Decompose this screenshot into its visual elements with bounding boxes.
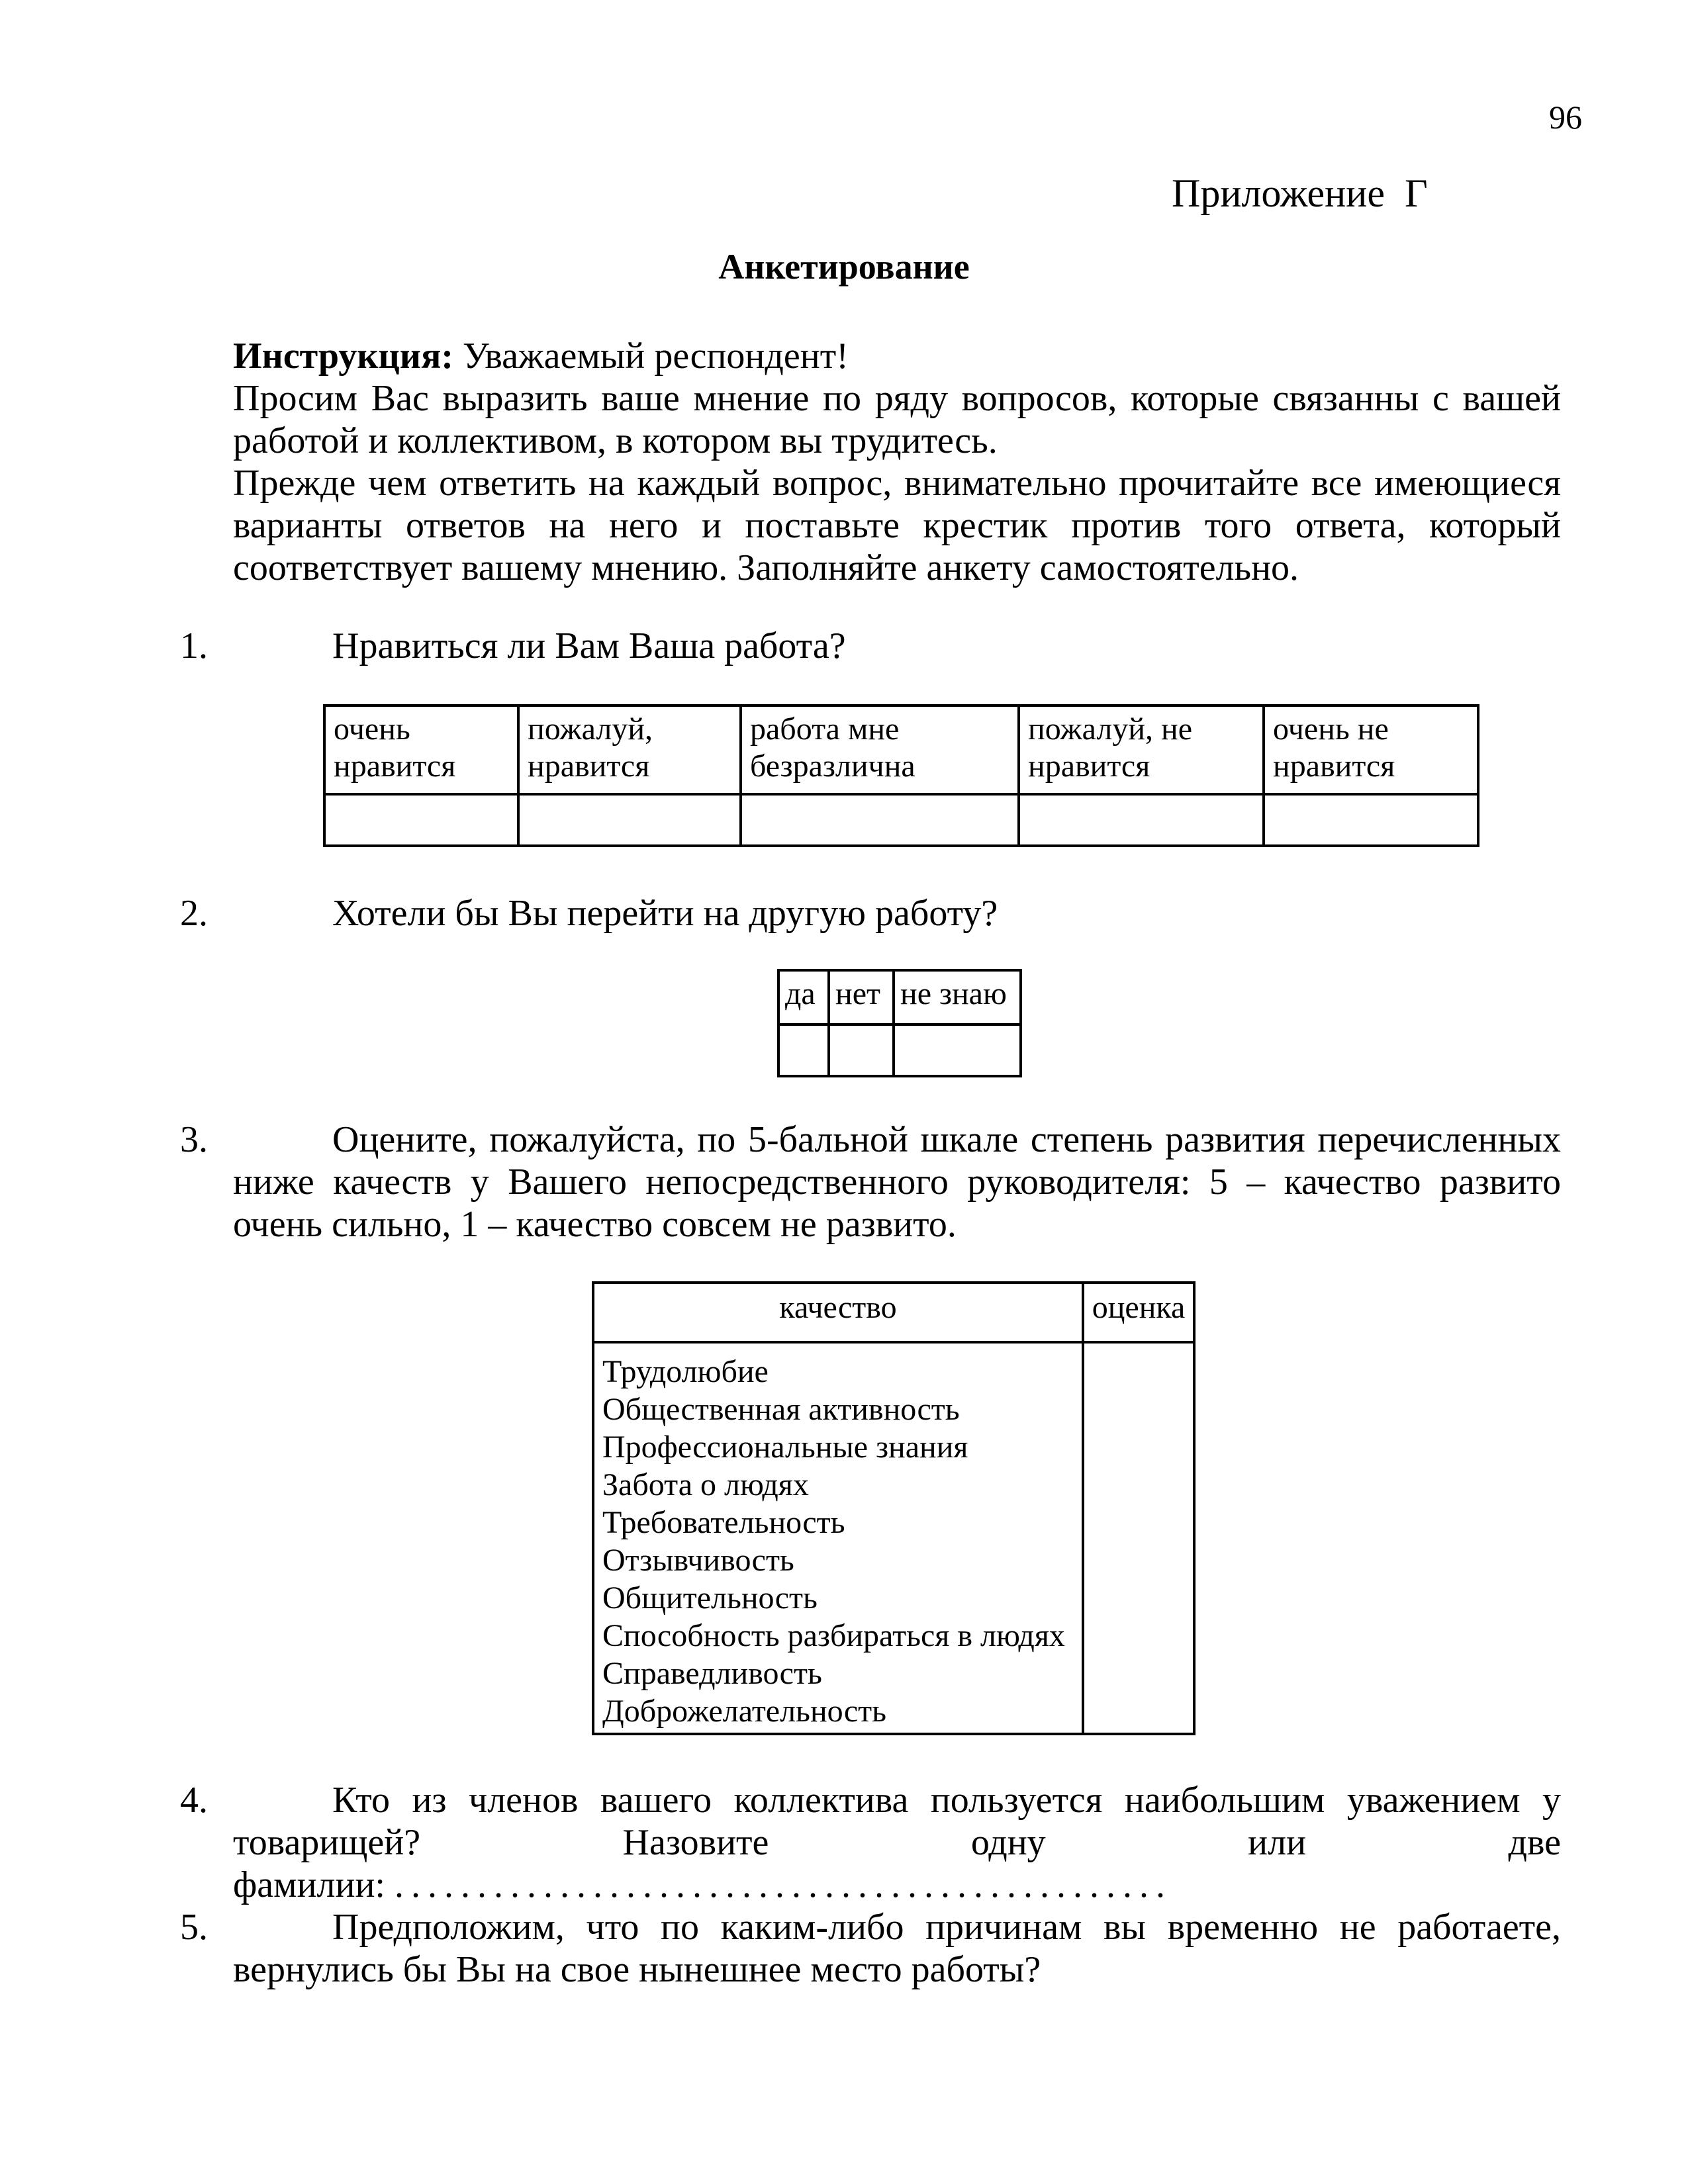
instruction-paragraph-2: Прежде чем ответить на каждый вопрос, внимательно прочитайте все имеющиеся варианты ответов на него и поставьте крестик против того ответа, который соответствует вашему мнению. Заполняйте анкету самостоятельно. (233, 463, 1561, 588)
q4-surnames-label: фамилии: (233, 1864, 385, 1905)
appendix-label: Приложение Г (1172, 171, 1428, 215)
instruction-greeting: Уважаемый респондент! (463, 336, 849, 377)
q3-quality-items (602, 1353, 1074, 1730)
q4-line-2 (233, 1821, 1561, 1864)
q1-option-header: работа мне безразлична (741, 705, 1019, 794)
question-5-text: Предположим, что по каким-либо причинам вы временно не работаете, вернулись бы Вы на свое нынешнее место работы? (233, 1907, 1561, 1990)
q4-word: Назовите (622, 1822, 769, 1863)
quality-item: Способность разбираться в людях (602, 1618, 1065, 1653)
q2-option-header: не знаю (894, 970, 1021, 1024)
q2-answer-cell[interactable] (778, 1024, 829, 1076)
q1-answer-cell[interactable] (324, 794, 518, 846)
quality-item: Трудолюбие (602, 1354, 769, 1389)
q2-option-header: нет (829, 970, 894, 1024)
q4-line-1: Кто из членов вашего коллектива пользуется наибольшим уважением у (332, 1780, 1561, 1821)
question-3-text: Оцените, пожалуйста, по 5-бальной шкале степень развития перечисленных ниже качеств у Вашего непосредственного руководителя: 5 – качество развито очень сильно, 1 – качество совсем не развито. (233, 1119, 1561, 1245)
quality-item: Общественная активность (602, 1392, 960, 1427)
question-2-text: Хотели бы Вы перейти на другую работу? (332, 893, 998, 934)
question-5-number: 5. (180, 1907, 208, 1948)
q2-answer-cell[interactable] (829, 1024, 894, 1076)
q1-answer-cell[interactable] (1264, 794, 1478, 846)
q3-quality-list (593, 1342, 1083, 1734)
q3-col-quality: качество (593, 1283, 1083, 1342)
q1-answer-cell[interactable] (741, 794, 1019, 846)
question-4-number: 4. (180, 1780, 208, 1821)
quality-item: Общительность (602, 1580, 818, 1615)
q1-option-header: пожалуй, не нравится (1019, 705, 1264, 794)
question-2-number: 2. (180, 893, 208, 934)
question-3-quality-table (592, 1281, 1196, 1735)
q1-answer-cell[interactable] (1019, 794, 1264, 846)
question-2-answer-table (777, 969, 1022, 1077)
q1-answer-cell[interactable] (518, 794, 741, 846)
quality-item: Забота о людях (602, 1467, 809, 1502)
q3-score-cell[interactable] (1083, 1342, 1194, 1734)
q4-word: или (1248, 1822, 1307, 1863)
q1-option-header: пожалуй, нравится (518, 705, 741, 794)
q3-col-score: оценка (1083, 1283, 1194, 1342)
quality-item: Отзывчивость (602, 1543, 794, 1578)
quality-item: Справедливость (602, 1656, 822, 1691)
q4-word: товарищей? (233, 1822, 421, 1863)
q4-word: одну (970, 1822, 1046, 1863)
question-3-number: 3. (180, 1119, 208, 1160)
q2-answer-cell[interactable] (894, 1024, 1021, 1076)
q1-option-header: очень не нравится (1264, 705, 1478, 794)
q1-option-header: очень нравится (324, 705, 518, 794)
quality-item: Доброжелательность (602, 1694, 886, 1729)
question-4-text (233, 1779, 1561, 1906)
instruction-label: Инструкция: (233, 336, 454, 377)
instruction-line (233, 335, 1561, 377)
q4-line-3 (233, 1864, 1561, 1906)
quality-item: Профессиональные знания (602, 1430, 968, 1465)
q2-option-header: да (778, 970, 829, 1024)
page-number: 96 (1549, 99, 1582, 136)
question-1-number: 1. (180, 625, 208, 666)
q4-surnames-field[interactable]: ............................................... (395, 1864, 1172, 1905)
question-1-text: Нравиться ли Вам Ваша работа? (332, 625, 846, 666)
instruction-block (233, 335, 1561, 589)
q4-word: две (1508, 1822, 1561, 1863)
instruction-paragraph-1: Просим Вас выразить ваше мнение по ряду вопросов, которые связанны с вашей работой и коллективом, в котором вы трудитесь. (233, 378, 1561, 461)
quality-item: Требовательность (602, 1505, 845, 1540)
question-1-answer-table (323, 704, 1479, 847)
page-title: Анкетирование (718, 247, 970, 287)
